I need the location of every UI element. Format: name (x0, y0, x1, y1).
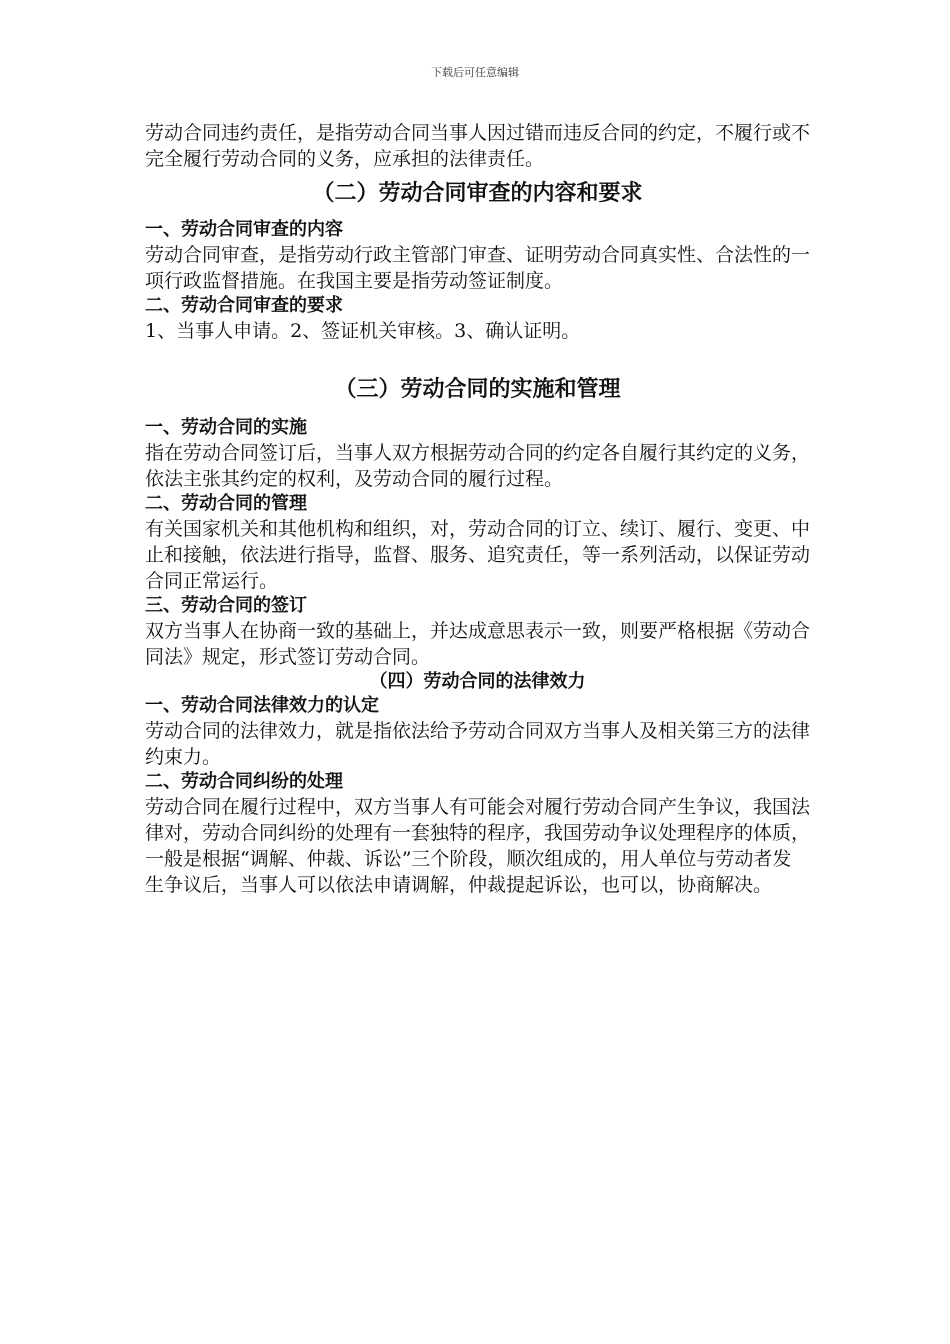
section-2-sub-1-title: 一、劳动合同审查的内容 (145, 219, 343, 240)
section-2-sub-2-title: 二、劳动合同审查的要求 (145, 295, 343, 316)
page-header: 下载后可任意编辑 (431, 66, 519, 79)
section-4-title: （四）劳动合同的法律效力 (369, 671, 586, 692)
document-body (145, 120, 810, 898)
section-3-sub-2-title: 二、劳动合同的管理 (145, 493, 307, 514)
section-2-title: （二）劳动合同审查的内容和要求 (312, 181, 643, 206)
section-3-sub-2-text: 有关国家机关和其他机构和组织，对，劳动合同的订立、续订、履行、变更、中止和接触，依法进行指导，监督、服务、追究责任，等一系列活动，以保证劳动合同正常运行。 (145, 518, 811, 592)
intro-paragraph: 劳动合同违约责任，是指劳动合同当事人因过错而违反合同的约定，不履行或不完全履行劳动合同的义务，应承担的法律责任。 (145, 122, 811, 170)
section-2-sub-1-text: 劳动合同审查，是指劳动行政主管部门审查、证明劳动合同真实性、合法性的一项行政监督措施。在我国主要是指劳动签证制度。 (145, 244, 811, 292)
section-3-sub-3-text: 双方当事人在协商一致的基础上，并达成意思表示一致，则要严格根据《劳动合同法》规定，形式签订劳动合同。 (145, 620, 811, 668)
section-4-sub-1-text: 劳动合同的法律效力，就是指依法给予劳动合同双方当事人及相关第三方的法律约束力。 (145, 720, 811, 768)
section-4-sub-1-title: 一、劳动合同法律效力的认定 (145, 695, 379, 716)
section-3-sub-3-title: 三、劳动合同的签订 (145, 595, 307, 616)
section-3-sub-1-text: 指在劳动合同签订后，当事人双方根据劳动合同的约定各自履行其约定的义务，依法主张其约定的权利，及劳动合同的履行过程。 (145, 442, 811, 490)
section-3-sub-1-title: 一、劳动合同的实施 (145, 417, 307, 438)
section-3-title: （三）劳动合同的实施和管理 (334, 377, 621, 402)
section-4-sub-2-text: 劳动合同在履行过程中，双方当事人有可能会对履行劳动合同产生争议，我国法律对，劳动合同纠纷的处理有一套独特的程序，我国劳动争议处理程序的体质，一般是根据“调解、仲裁、诉讼”三个阶段，顺次组成的，用人单位与劳动者发生争议后，当事人可以依法申请调解，仲裁提起诉讼，也可以，协商解决。 (145, 796, 811, 896)
section-4-sub-2-title: 二、劳动合同纠纷的处理 (145, 771, 343, 792)
section-2-sub-2-text: 1、当事人申请。2、签证机关审核。3、确认证明。 (145, 320, 581, 342)
